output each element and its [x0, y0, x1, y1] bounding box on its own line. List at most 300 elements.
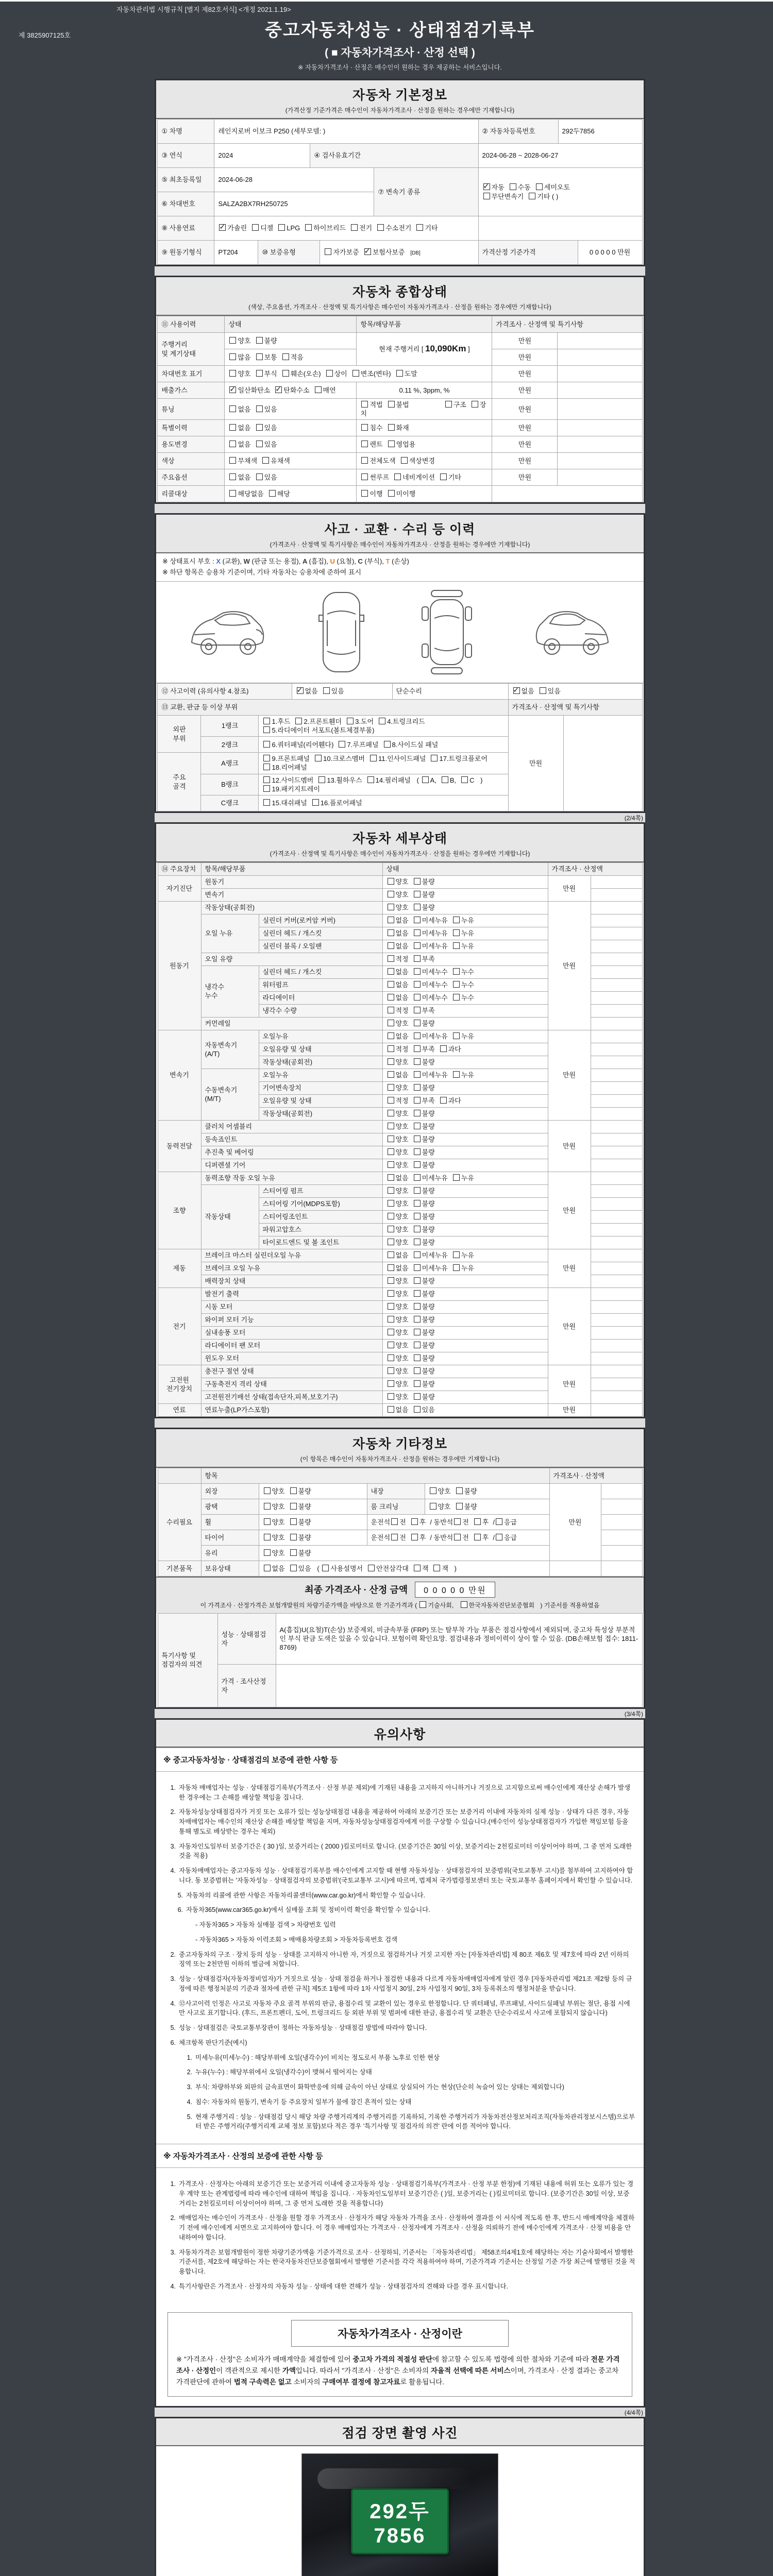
checkbox[interactable]	[388, 968, 394, 975]
checkbox[interactable]	[388, 1239, 394, 1245]
checkbox[interactable]	[361, 490, 368, 497]
checkbox[interactable]	[388, 401, 395, 408]
checkbox[interactable]	[388, 1200, 394, 1207]
checkbox[interactable]	[388, 1032, 394, 1039]
checkbox[interactable]	[388, 1020, 394, 1026]
cell: 제동	[158, 1249, 201, 1287]
checkbox[interactable]	[414, 1187, 421, 1194]
checkbox[interactable]	[414, 891, 421, 897]
checkbox[interactable]	[433, 1565, 440, 1571]
cell: ① 차명	[158, 120, 214, 144]
checkbox[interactable]	[453, 1174, 460, 1181]
checkbox[interactable]	[414, 1251, 421, 1258]
checkbox[interactable]	[414, 942, 421, 949]
checkbox[interactable]	[419, 1601, 426, 1608]
cell: 배출가스	[158, 382, 225, 399]
checkbox[interactable]	[388, 1303, 394, 1310]
checkbox-label: 화재	[396, 424, 409, 432]
cell: 스티어링조인트	[259, 1210, 382, 1223]
checkbox[interactable]	[453, 1251, 460, 1258]
checkbox[interactable]	[529, 193, 535, 199]
checkbox-label: 무채색	[238, 457, 258, 465]
cell	[382, 1326, 548, 1339]
checkbox[interactable]	[263, 785, 270, 792]
checkbox-label: 불량	[422, 1316, 435, 1324]
checkbox[interactable]	[414, 1290, 421, 1297]
checkbox[interactable]	[388, 1123, 394, 1129]
checkbox[interactable]	[430, 1503, 436, 1510]
checkbox[interactable]	[510, 183, 516, 190]
checkbox[interactable]	[461, 1601, 467, 1608]
checkbox[interactable]	[414, 1303, 421, 1310]
checkbox[interactable]	[370, 755, 377, 761]
checkbox[interactable]	[422, 776, 429, 783]
checkbox[interactable]	[414, 1367, 421, 1374]
checkbox[interactable]	[414, 1393, 421, 1400]
checkbox[interactable]	[347, 718, 354, 724]
checkbox[interactable]	[414, 968, 421, 975]
checkbox[interactable]	[322, 1565, 329, 1571]
notice-body	[156, 1772, 644, 2144]
cell	[201, 965, 259, 1017]
checkbox-label: 수동	[517, 183, 531, 192]
checkbox[interactable]	[361, 401, 368, 408]
checkbox[interactable]	[453, 929, 460, 936]
checkbox[interactable]	[445, 401, 452, 408]
checkbox[interactable]	[256, 353, 263, 360]
checkbox[interactable]	[513, 687, 520, 694]
checkbox[interactable]	[453, 994, 460, 1001]
checkbox[interactable]	[453, 917, 460, 923]
section-subtitle: (가격조사 · 산정액 및 특기사항은 매수인이 자동차가격조사 · 산정을 원하는 경우에만 기재합니다)	[270, 850, 530, 857]
checkbox[interactable]	[474, 1518, 481, 1525]
checkbox[interactable]	[453, 981, 460, 988]
checkbox[interactable]	[414, 1226, 421, 1232]
overall-state-header	[156, 277, 644, 316]
detail-state-sheet	[155, 822, 645, 1418]
checkbox[interactable]	[264, 1565, 271, 1571]
checkbox[interactable]	[388, 1380, 394, 1387]
checkbox[interactable]	[388, 929, 394, 936]
checkbox[interactable]	[453, 942, 460, 949]
checkbox[interactable]	[229, 440, 236, 447]
checkbox[interactable]	[290, 1487, 297, 1494]
cell	[382, 1391, 548, 1403]
checkbox[interactable]	[388, 955, 394, 962]
section-gap	[155, 504, 645, 513]
checkbox[interactable]	[440, 1045, 447, 1052]
checkbox[interactable]	[377, 224, 384, 231]
checkbox[interactable]	[229, 424, 236, 431]
table-row	[158, 1365, 642, 1378]
checkbox[interactable]	[416, 224, 423, 231]
checkbox[interactable]	[388, 942, 394, 949]
checkbox-label: 불량	[422, 1380, 435, 1388]
checkbox-label: 누유	[461, 1071, 474, 1079]
checkbox[interactable]	[305, 224, 312, 231]
checkbox[interactable]	[297, 687, 304, 694]
section-gap	[155, 1418, 645, 1428]
checkbox[interactable]	[256, 473, 263, 480]
checkbox[interactable]	[269, 490, 276, 497]
checkbox[interactable]	[453, 1032, 460, 1039]
checkbox[interactable]	[278, 224, 285, 231]
checkbox[interactable]	[414, 1342, 421, 1348]
checkbox[interactable]	[414, 1161, 421, 1168]
checkbox[interactable]	[388, 1290, 394, 1297]
checkbox-label: 양호	[395, 1020, 409, 1028]
checkbox[interactable]	[472, 401, 478, 408]
checkbox[interactable]	[414, 1123, 421, 1129]
checkbox[interactable]	[394, 473, 401, 480]
checkbox[interactable]	[325, 248, 331, 255]
checkbox[interactable]	[379, 718, 385, 724]
checkbox[interactable]	[290, 1565, 297, 1571]
text: 수동변속기	[205, 1086, 238, 1094]
overall-table	[157, 316, 642, 502]
checkbox[interactable]	[351, 224, 358, 231]
checkbox[interactable]	[414, 994, 421, 1001]
checkbox[interactable]	[430, 1487, 436, 1494]
checkbox[interactable]	[229, 353, 236, 360]
checkbox[interactable]	[414, 1148, 421, 1155]
checkbox[interactable]	[263, 741, 270, 748]
checkbox[interactable]	[229, 457, 236, 464]
checkbox[interactable]	[414, 904, 421, 910]
text: 운전석	[371, 1533, 391, 1541]
checkbox[interactable]	[414, 1264, 421, 1271]
checkbox[interactable]	[367, 776, 374, 783]
notice-sheet	[155, 1718, 645, 2408]
checkbox[interactable]	[282, 353, 289, 360]
car-diagram-front-left-icon	[184, 594, 272, 671]
notice-item-text: 자동차매매업자는 중고자동차 성능 · 상태점검기록부를 매수인에게 고지할 때 현행 자동차성능 · 상태점검자의 보증범위(국토교통부 고시)를 첨부하여 고지하여야 합니다. 동 보증범위는 '자동차성능 · 상태점검자의 보증범위'(국토교통부 고시)에 따르며, 법제처 국가법령정보센터 또는 국토교통부 홈페이지에서 확인할 수 있습니다.	[179, 1867, 633, 1884]
checkbox[interactable]	[453, 1071, 460, 1078]
cell	[591, 875, 642, 888]
checkbox[interactable]	[388, 1097, 394, 1104]
checkbox-label: 렌트	[369, 440, 383, 449]
checkbox[interactable]	[414, 1277, 421, 1284]
checkbox[interactable]	[388, 1071, 394, 1078]
checkbox[interactable]	[414, 1032, 421, 1039]
checkbox[interactable]	[361, 473, 368, 480]
checkbox[interactable]	[264, 1549, 271, 1556]
checkbox[interactable]	[323, 687, 330, 694]
checkbox[interactable]	[256, 405, 263, 412]
checkbox-label: 적음	[290, 353, 304, 361]
checkbox[interactable]	[229, 490, 236, 497]
text: 입니다. 따라서 "가격조사 · 산정"은 소비자의	[295, 2366, 431, 2375]
checkbox[interactable]	[414, 955, 421, 962]
cell: 윈도우 모터	[201, 1352, 382, 1365]
cell	[382, 1249, 548, 1262]
checkbox[interactable]	[388, 1251, 394, 1258]
photo-highlight	[317, 2468, 472, 2489]
checkbox[interactable]	[391, 1534, 398, 1540]
checkbox[interactable]	[263, 718, 270, 724]
cell: 작동상태(공회전)	[259, 1107, 382, 1120]
checkbox[interactable]	[229, 370, 236, 377]
checkbox-label: 1.후드	[272, 717, 291, 725]
checkbox-label: 불법	[396, 401, 409, 409]
checkbox[interactable]	[388, 1393, 394, 1400]
checkbox-label: 양호	[395, 1226, 409, 1234]
checkbox[interactable]	[388, 917, 394, 923]
cell	[382, 927, 548, 940]
checkbox[interactable]	[414, 1045, 421, 1052]
checkbox-label: 4.트렁크리드	[387, 717, 425, 725]
checkbox[interactable]	[414, 917, 421, 923]
checkbox[interactable]	[264, 1534, 271, 1540]
cell: 타이어	[201, 1530, 259, 1545]
checkbox[interactable]	[388, 1367, 394, 1374]
basic-info-table-host	[156, 119, 644, 265]
checkbox[interactable]	[454, 1534, 461, 1540]
checkbox[interactable]	[414, 1020, 421, 1026]
checkbox[interactable]	[263, 755, 270, 761]
checkbox[interactable]	[388, 1226, 394, 1232]
cell: A랭크	[201, 753, 259, 774]
checkbox[interactable]	[388, 1174, 394, 1181]
checkbox[interactable]	[454, 1518, 461, 1525]
checkbox-label: 없음	[395, 1071, 409, 1079]
checkbox[interactable]	[453, 968, 460, 975]
notice-item-number: 1.	[170, 1784, 176, 1791]
checkbox[interactable]	[414, 929, 421, 936]
checkbox[interactable]	[388, 1007, 394, 1013]
checkbox[interactable]	[368, 1565, 375, 1571]
checkbox[interactable]	[474, 1534, 481, 1540]
table-row	[158, 120, 642, 144]
checkbox[interactable]	[388, 1213, 394, 1219]
checkbox[interactable]	[536, 183, 543, 190]
checkbox-label: 양호	[395, 1148, 409, 1157]
checkbox[interactable]	[414, 1071, 421, 1078]
checkbox[interactable]	[414, 1110, 421, 1116]
checkbox-label: 17.트렁크플로어	[439, 755, 488, 763]
checkbox[interactable]	[361, 424, 368, 431]
checkbox[interactable]	[388, 424, 395, 431]
notice-item-number: 2.	[170, 1951, 176, 1958]
checkbox-label: 7.루프패널	[347, 740, 379, 749]
checkbox-label: 10.크로스멤버	[323, 755, 365, 763]
cell: 만원	[492, 333, 558, 349]
checkbox[interactable]	[352, 370, 359, 377]
checkbox[interactable]	[496, 1534, 502, 1540]
checkbox[interactable]	[290, 1503, 297, 1510]
checkbox-label: 전	[399, 1518, 406, 1526]
checkbox[interactable]	[262, 457, 269, 464]
checkbox[interactable]	[414, 878, 421, 885]
checkbox[interactable]	[252, 224, 259, 231]
checkbox[interactable]	[388, 878, 394, 885]
checkbox[interactable]	[326, 370, 333, 377]
checkbox[interactable]	[414, 1406, 421, 1413]
document-column	[155, 79, 645, 2576]
checkbox[interactable]	[256, 337, 263, 344]
checkbox[interactable]	[388, 904, 394, 910]
checkbox[interactable]	[388, 440, 395, 447]
checkbox[interactable]	[339, 741, 345, 748]
checkbox[interactable]	[318, 776, 325, 783]
checkbox[interactable]	[282, 370, 289, 377]
text: 이 객관적으로 제시한	[216, 2366, 282, 2375]
checkbox[interactable]	[388, 1277, 394, 1284]
page-title-note: ※ 자동차가격조사 · 산정은 매수인이 원하는 경우 제공하는 서비스입니다.	[297, 64, 502, 71]
cell: 가격조사 · 산정액	[549, 1468, 642, 1483]
checkbox[interactable]	[414, 1007, 421, 1013]
checkbox[interactable]	[414, 1084, 421, 1091]
checkbox[interactable]	[388, 1045, 394, 1052]
checkbox[interactable]	[414, 1354, 421, 1361]
checkbox[interactable]	[461, 776, 468, 783]
checkbox[interactable]	[388, 1187, 394, 1194]
checkbox[interactable]	[411, 1518, 418, 1525]
cell	[259, 795, 508, 811]
checkbox[interactable]	[364, 248, 371, 255]
table-row	[158, 1664, 642, 1707]
checkbox[interactable]	[496, 1518, 502, 1525]
cell	[382, 1133, 548, 1146]
checkbox[interactable]	[391, 1518, 398, 1525]
notice-item	[164, 1950, 635, 1970]
checkbox[interactable]	[401, 457, 408, 464]
checkbox[interactable]	[229, 473, 236, 480]
checkbox[interactable]	[229, 405, 236, 412]
checkbox-label: 매연	[323, 386, 336, 394]
checkbox[interactable]	[414, 1239, 421, 1245]
checkbox[interactable]	[483, 183, 490, 190]
cell: 브레이크 마스터 실린더오일 누유	[201, 1249, 382, 1262]
checkbox[interactable]	[388, 1329, 394, 1335]
checkbox[interactable]	[414, 981, 421, 988]
checkbox[interactable]	[388, 490, 395, 497]
checkbox[interactable]	[388, 981, 394, 988]
checkbox[interactable]	[264, 1518, 271, 1525]
checkbox[interactable]	[388, 994, 394, 1001]
checkbox[interactable]	[414, 1058, 421, 1065]
checkbox-label: 있음	[298, 1564, 311, 1572]
checkbox[interactable]	[361, 457, 368, 464]
state-code-meaning: (부식),	[364, 557, 386, 566]
checkbox[interactable]	[388, 1161, 394, 1168]
checkbox[interactable]	[414, 1329, 421, 1335]
notice-item-text: 누유(누수) : 해당부위에서 오일(냉각수)이 맺혀서 떨어지는 상태	[195, 2069, 372, 2076]
checkbox[interactable]	[263, 799, 270, 806]
checkbox-label: 응급	[503, 1518, 517, 1526]
checkbox[interactable]	[290, 1549, 297, 1556]
checkbox[interactable]	[290, 1518, 297, 1525]
checkbox[interactable]	[414, 1200, 421, 1207]
checkbox[interactable]	[414, 1097, 421, 1104]
cell	[558, 349, 642, 366]
checkbox-label: 불량	[298, 1502, 311, 1511]
checkbox[interactable]	[219, 224, 226, 231]
cell: 등속죠인트	[201, 1133, 382, 1146]
checkbox[interactable]	[388, 891, 394, 897]
checkbox[interactable]	[456, 1503, 463, 1510]
cell	[591, 1236, 642, 1249]
checkbox[interactable]	[315, 386, 322, 393]
notice-item-text: 자동차의 리콜에 관한 사항은 자동차리콜센터(www.car.go.kr)에서 확인할 수 있습니다.	[186, 1891, 426, 1899]
checkbox-label: 3.도어	[355, 717, 374, 725]
checkbox[interactable]	[388, 1264, 394, 1271]
checkbox[interactable]	[229, 337, 236, 344]
notice-item-text: 현재 주행거리 : 성능 · 상태점검 당시 해당 차량 주행거리계의 주행거리를 기록하되, 기록한 주행거리가 자동차전산정보처리조직(자동차관리정보시스템)으로부터 받은 주행거리(주행거리계 교체 정보 포함)보다 적은 경우 '특기사항 및 점검자의 의견' 란에 이를 적어야 합니다.	[195, 2113, 635, 2130]
checkbox-label: 양호	[395, 1161, 409, 1170]
checkbox[interactable]	[388, 1354, 394, 1361]
checkbox[interactable]	[483, 193, 490, 199]
notice-item-text: 자동차가격은 보험개발원이 정한 차량기준가액을 기준가격으로 조사 · 산정하되, 기준서는 「자동차관리법」 제58조의4제1호에 해당하는 자는 기술사회에서 발행한 기준서를, 제2호에 해당하는 자는 한국자동차진단보증협회에서 발행한 기준서를 각각 적용하여야 하며, 기준가격과 기준서는 산정일 기준 가장 최근에 발행된 것을 적용합니다.	[179, 2248, 635, 2276]
checkbox[interactable]	[388, 1058, 394, 1065]
checkbox[interactable]	[388, 1148, 394, 1155]
checkbox[interactable]	[440, 473, 447, 480]
cell: 만원	[548, 1403, 591, 1416]
checkbox[interactable]	[414, 1565, 421, 1571]
table-row	[158, 1403, 642, 1416]
checkbox[interactable]	[453, 1264, 460, 1271]
checkbox[interactable]	[312, 799, 319, 806]
checkbox[interactable]	[264, 1487, 271, 1494]
checkbox[interactable]	[315, 755, 322, 761]
checkbox[interactable]	[264, 1503, 271, 1510]
checkbox[interactable]	[295, 718, 302, 724]
checkbox[interactable]	[388, 1406, 394, 1413]
checkbox-label: 양호	[395, 1213, 409, 1221]
checkbox[interactable]	[290, 1534, 297, 1540]
cell	[591, 1210, 642, 1223]
checkbox[interactable]	[384, 741, 391, 748]
cell	[259, 1514, 367, 1530]
checkbox-label: 부족	[422, 1097, 435, 1105]
checkbox[interactable]	[414, 1213, 421, 1219]
checkbox[interactable]	[396, 370, 403, 377]
checkbox[interactable]	[361, 440, 368, 447]
checkbox-label: 누수	[461, 968, 474, 976]
notice-item-text: 미세누유(미세누수) : 해당부위에 오일(냉각수)이 비치는 정도로서 부품 노후로 인한 현상	[195, 2054, 440, 2061]
cell	[591, 888, 642, 901]
notice-item	[181, 1920, 635, 1930]
checkbox[interactable]	[414, 1316, 421, 1323]
checkbox[interactable]	[263, 776, 270, 783]
notice-item-number: 4.	[170, 1999, 176, 2007]
checkbox[interactable]	[456, 1487, 463, 1494]
checkbox[interactable]	[388, 1316, 394, 1323]
checkbox[interactable]	[256, 370, 263, 377]
checkbox[interactable]	[414, 1380, 421, 1387]
checkbox[interactable]	[388, 1084, 394, 1091]
checkbox[interactable]	[440, 1097, 447, 1104]
checkbox[interactable]	[442, 776, 448, 783]
checkbox[interactable]	[256, 440, 263, 447]
checkbox[interactable]	[256, 424, 263, 431]
checkbox-label: 해당	[277, 490, 290, 498]
checkbox[interactable]	[388, 1136, 394, 1142]
checkbox[interactable]	[229, 386, 236, 393]
checkbox[interactable]	[414, 1174, 421, 1181]
checkbox-label: 18.리어패널	[272, 764, 307, 772]
checkbox-label: 탄화수소	[283, 386, 310, 394]
checkbox[interactable]	[411, 1534, 418, 1540]
checkbox[interactable]	[263, 764, 270, 770]
checkbox[interactable]	[275, 386, 282, 393]
checkbox[interactable]	[388, 1342, 394, 1348]
checkbox[interactable]	[263, 726, 270, 733]
checkbox[interactable]	[414, 1136, 421, 1142]
checkbox[interactable]	[540, 687, 546, 694]
checkbox[interactable]	[431, 755, 438, 761]
checkbox[interactable]	[388, 1110, 394, 1116]
